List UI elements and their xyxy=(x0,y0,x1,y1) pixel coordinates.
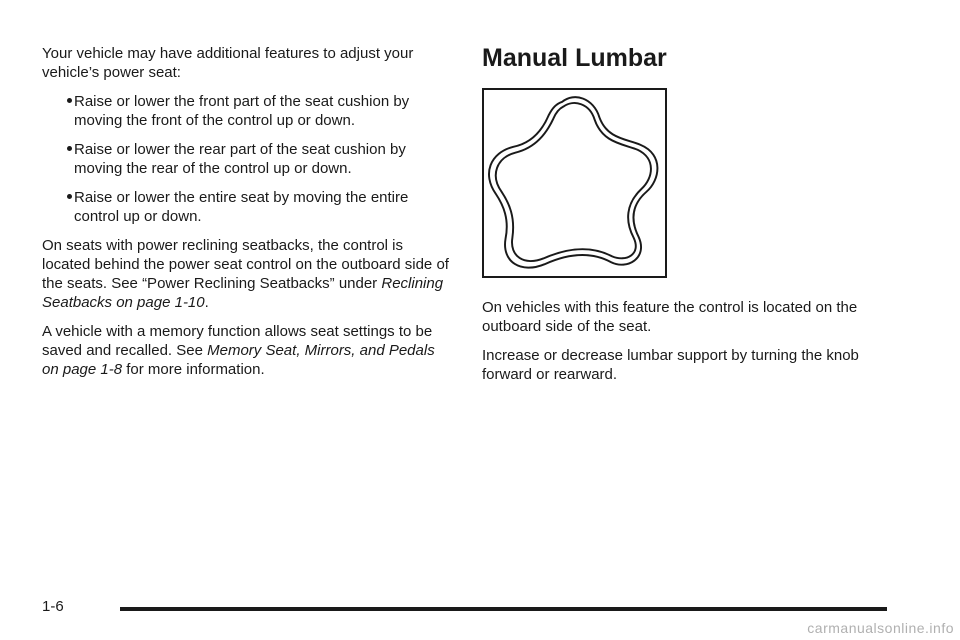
page-number: 1-6 xyxy=(42,598,64,615)
list-item: Raise or lower the front part of the seat cushion by moving the front of the control up or down. xyxy=(42,92,454,130)
adjust-paragraph: Increase or decrease lumbar support by turning the knob forward or rearward. xyxy=(482,347,859,383)
footer-rule xyxy=(120,607,887,611)
lumbar-knob-figure xyxy=(482,88,667,278)
right-column xyxy=(482,44,894,394)
adjustment-list xyxy=(42,92,454,226)
watermark: carmanualsonline.info xyxy=(807,620,954,636)
bullet-icon xyxy=(67,146,72,151)
left-column xyxy=(42,44,454,389)
lumbar-knob-icon xyxy=(484,90,665,276)
reclining-reference: Reclining Seatbacks on page 1-10 xyxy=(42,275,444,311)
location-paragraph: On vehicles with this feature the control is located on the outboard side of the seat. xyxy=(482,299,858,335)
reclining-paragraph: On seats with power reclining seatbacks, the control is located behind the power seat control on the outboard side of the seats. See “Power Reclining Seatbacks” under Reclining Seatbacks on page 1-10. xyxy=(42,237,449,311)
list-item: Raise or lower the entire seat by moving the entire control up or down. xyxy=(42,188,454,226)
intro-paragraph: Your vehicle may have additional features to adjust your vehicle’s power seat: xyxy=(42,45,414,81)
memory-paragraph: A vehicle with a memory function allows seat settings to be saved and recalled. See Memory Seat, Mirrors, and Pedals on page 1-8 for more information. xyxy=(42,323,435,378)
bullet-icon xyxy=(67,98,72,103)
memory-reference: Memory Seat, Mirrors, and Pedals on page 1-8 xyxy=(42,342,435,378)
section-heading: Manual Lumbar xyxy=(482,44,667,72)
list-item: Raise or lower the rear part of the seat cushion by moving the rear of the control up or down. xyxy=(42,140,454,178)
bullet-icon xyxy=(67,194,72,199)
page-footer xyxy=(42,598,887,618)
